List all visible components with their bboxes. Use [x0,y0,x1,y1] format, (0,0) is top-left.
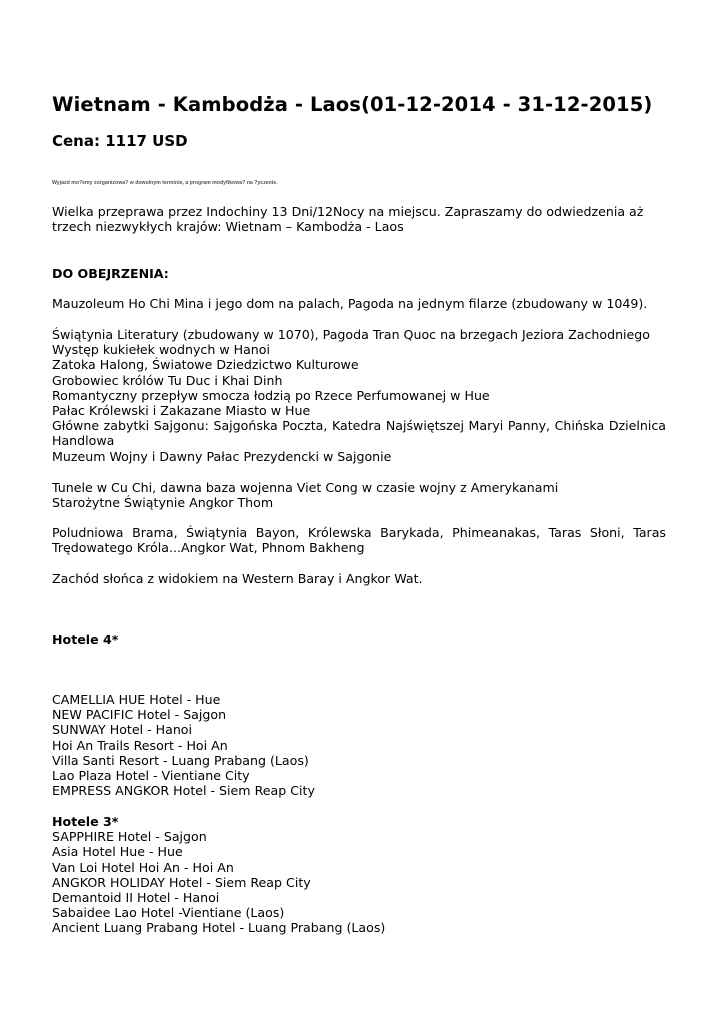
customization-note: Wyjazd mo?emy zorganizowa? w dowolnym terminie, a program modyfikowa? na ?yczenie. [52,180,278,186]
list-item: Zatoka Halong, Światowe Dziedzictwo Kulturowe [52,357,359,373]
list-item: Muzeum Wojny i Dawny Pałac Prezydencki w Sajgonie [52,448,392,464]
hotel-item: Asia Hotel Hue - Hue [52,844,183,860]
hotel-item: CAMELLIA HUE Hotel - Hue [52,692,221,707]
list-item: Romantyczny przepływ smocza łodzią po Rzece Perfumowanej w Hue [52,387,490,403]
hotel-item: Lao Plaza Hotel - Vientiane City [52,768,250,784]
hotels3-list [52,814,666,936]
hotel-item: Ancient Luang Prabang Hotel - Luang Prabang (Laos) [52,920,386,936]
hotel-item: Sabaidee Lao Hotel -Vientiane (Laos) [52,905,285,921]
hotel-item: EMPRESS ANGKOR Hotel - Siem Reap City [52,783,315,799]
page-title: Wietnam - Kambodża - Laos(01-12-2014 - 31-12-2015) [52,93,653,116]
list-item: Starożytne Świątynie Angkor Thom [52,495,274,511]
hotel-item: SAPPHIRE Hotel - Sajgon [52,829,207,845]
intro-section [52,204,666,234]
price-heading: Cena: 1117 USD [52,132,188,150]
hotels4-list [52,692,666,798]
hotels4-heading: Hotele 4* [52,632,119,647]
hotel-item: Demantoid II Hotel - Hanoi [52,890,220,906]
hotel-item: NEW PACIFIC Hotel - Sajgon [52,707,227,723]
list-item: Świątynia Literatury (zbudowany w 1070), Pagoda Tran Quoc na brzegach Jeziora Zachodniego [52,327,650,342]
sightseeing-list-1 [52,327,666,464]
saigon-sights: Główne zabytki Sajgonu: Sajgońska Poczta, Katedra Najświętszej Maryi Panny, Chińska Dzielnica Handlowa [52,418,666,449]
angkor-section [52,525,666,555]
list-item: Występ kukiełek wodnych w Hanoi [52,342,270,358]
sightseeing-heading: DO OBEJRZENIA: [52,266,169,281]
sightseeing-paragraph: Mauzoleum Ho Chi Mina i jego dom na palach, Pagoda na jednym filarze (zbudowany w 1049). [52,296,648,311]
list-item: Tunele w Cu Chi, dawna baza wojenna Viet Cong w czasie wojny z Amerykanami [52,480,559,495]
sunset-paragraph: Zachód słońca z widokiem na Western Baray i Angkor Wat. [52,571,423,586]
hotel-item: Van Loi Hotel Hoi An - Hoi An [52,859,234,875]
hotel-item: ANGKOR HOLIDAY Hotel - Siem Reap City [52,874,311,890]
hotels3-heading: Hotele 3* [52,814,119,829]
list-item: Grobowiec królów Tu Duc i Khai Dinh [52,372,283,388]
hotel-item: SUNWAY Hotel - Hanoi [52,722,193,738]
hotel-item: Hoi An Trails Resort - Hoi An [52,737,228,753]
sightseeing-p1 [52,296,666,311]
hotel-item: Villa Santi Resort - Luang Prabang (Laos) [52,752,309,768]
sunset-section [52,571,666,586]
intro-paragraph: Wielka przeprawa przez Indochiny 13 Dni/12Nocy na miejscu. Zapraszamy do odwiedzenia aż trzech niezwykłych krajów: Wietnam – Kambodża - Laos [52,204,644,235]
list-item: Pałac Królewski i Zakazane Miasto w Hue [52,403,311,419]
sightseeing-list-2 [52,480,666,510]
angkor-paragraph: Poludniowa Brama, Świątynia Bayon, Królewska Barykada, Phimeanakas, Taras Słoni, Taras Trędowatego Króla...Angkor Wat, Phnom Bakheng [52,525,666,556]
